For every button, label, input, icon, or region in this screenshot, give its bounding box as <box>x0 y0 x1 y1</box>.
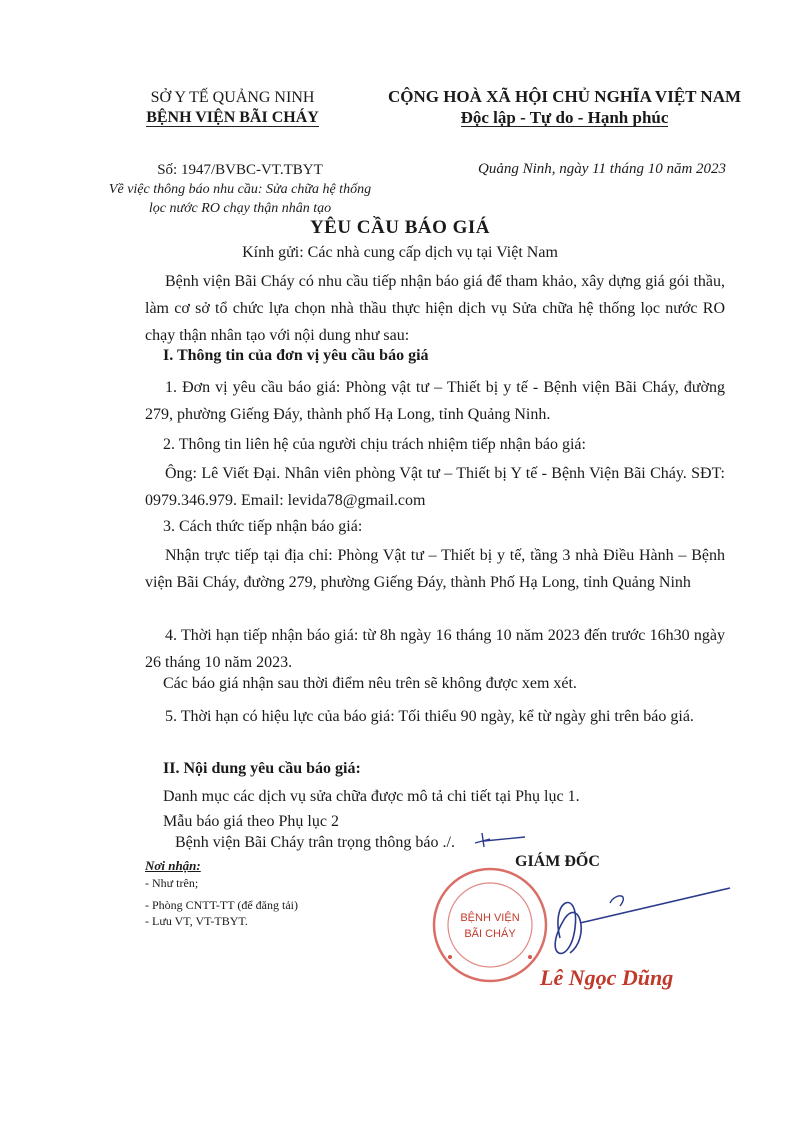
section-1-item-1: 1. Đơn vị yêu cầu báo giá: Phòng vật tư – Thiết bị y tế - Bệnh viện Bãi Cháy, đường 279, phường Giếng Đáy, thành phố Hạ Long, tỉnh Quảng Ninh. <box>145 379 725 423</box>
initial-mark <box>470 825 530 855</box>
motto: Độc lập - Tự do - Hạnh phúc <box>460 108 669 127</box>
department-name: SỞ Y TẾ QUẢNG NINH <box>150 89 315 106</box>
subject-line-2: lọc nước RO chạy thận nhân tạo <box>148 201 332 216</box>
section-1-item-2: 2. Thông tin liên hệ của người chịu trách nhiệm tiếp nhận báo giá: <box>163 436 586 453</box>
document-title: YÊU CẦU BÁO GIÁ <box>309 217 491 238</box>
recipient-item: - Như trên; <box>145 876 199 890</box>
section-2-line-1: Danh mục các dịch vụ sửa chữa được mô tả chi tiết tại Phụ lục 1. <box>163 788 580 805</box>
hospital-name: BỆNH VIỆN BÃI CHÁY <box>146 109 319 126</box>
header-left <box>95 88 370 128</box>
header-right <box>372 86 757 128</box>
svg-text:BỆNH VIỆN: BỆNH VIỆN <box>460 912 520 924</box>
section-1-item-5: 5. Thời hạn có hiệu lực của báo giá: Tối thiểu 90 ngày, kể từ ngày ghi trên báo giá. <box>165 708 694 725</box>
document-number: Số: 1947/BVBC-VT.TBYT <box>157 162 323 178</box>
section-1-item-3: 3. Cách thức tiếp nhận báo giá: <box>163 518 363 535</box>
recipients-title: Nơi nhận: <box>145 858 201 873</box>
document-date: Quảng Ninh, ngày 11 tháng 10 năm 2023 <box>478 161 727 177</box>
section-2-heading: II. Nội dung yêu cầu báo giá: <box>163 760 361 777</box>
section-1-item-3-detail: Nhận trực tiếp tại địa chỉ: Phòng Vật tư – Thiết bị y tế, tầng 3 nhà Điều Hành – Bệnh viện Bãi Cháy, đường 279, phường Giếng Đáy, thành Phố Hạ Long, tỉnh Quảng Ninh <box>145 547 725 591</box>
reference-block <box>70 161 410 218</box>
intro-paragraph: Bệnh viện Bãi Cháy có nhu cầu tiếp nhận báo giá để tham khảo, xây dựng giá gói thầu, làm cơ sở tổ chức lựa chọn nhà thầu thực hiện dịch vụ Sửa chữa hệ thống lọc nước RO chạy thận nhân tạo với nội dung như sau: <box>145 273 725 344</box>
svg-text:BÃI CHÁY: BÃI CHÁY <box>464 928 516 940</box>
signer-position: GIÁM ĐỐC <box>515 853 600 870</box>
country-name: CỘNG HOÀ XÃ HỘI CHỦ NGHĨA VIỆT NAM <box>387 87 742 106</box>
greeting: Kính gửi: Các nhà cung cấp dịch vụ tại Việt Nam <box>242 244 558 261</box>
section-1-item-2-detail: Ông: Lê Viết Đại. Nhân viên phòng Vật tư – Thiết bị Y tế - Bệnh Viện Bãi Cháy. SĐT: 0979.346.979. Email: levida78@gmail.com <box>145 465 725 509</box>
recipient-item: - Phòng CNTT-TT (để đăng tải) <box>145 898 298 912</box>
section-1-heading: I. Thông tin của đơn vị yêu cầu báo giá <box>163 347 429 364</box>
closing-line: Bệnh viện Bãi Cháy trân trọng thông báo ./. <box>175 834 455 851</box>
section-2-line-2: Mẫu báo giá theo Phụ lục 2 <box>163 813 339 830</box>
signer-name: Lê Ngọc Dũng <box>540 965 674 990</box>
recipient-item: - Lưu VT, VT-TBYT. <box>145 914 248 928</box>
section-1-item-4-note: Các báo giá nhận sau thời điểm nêu trên sẽ không được xem xét. <box>163 675 577 692</box>
subject-line-1: Về việc thông báo nhu cầu: Sửa chữa hệ thống <box>108 182 372 197</box>
section-1-item-4: 4. Thời hạn tiếp nhận báo giá: từ 8h ngày 16 tháng 10 năm 2023 đến trước 16h30 ngày 26 tháng 10 năm 2023. <box>145 627 725 671</box>
